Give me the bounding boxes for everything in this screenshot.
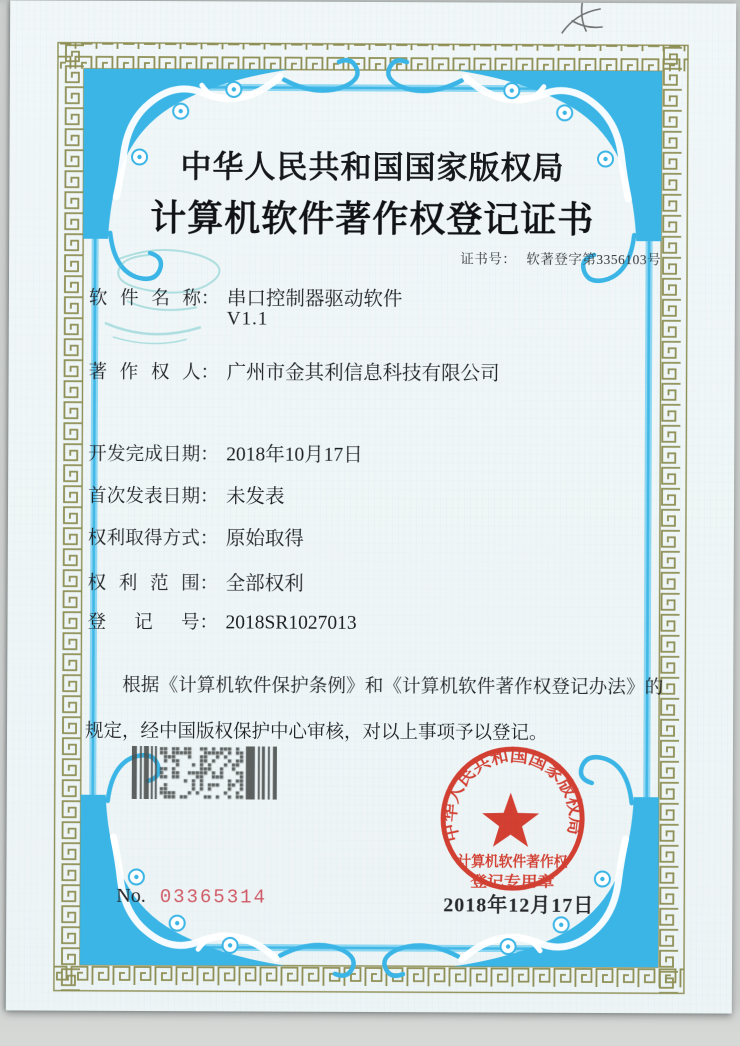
serial-prefix: No.	[116, 884, 146, 908]
field-colon: ：	[199, 529, 219, 550]
field-value: 未发表	[225, 486, 285, 508]
field-registration-number	[87, 608, 356, 635]
field-value: 全部权利	[225, 573, 304, 595]
pen-mark-icon	[562, 3, 602, 33]
seal-line1: 计算机软件著作权	[457, 854, 574, 871]
field-software-name	[88, 282, 403, 330]
field-value: 原始取得	[225, 528, 304, 550]
field-label: 权利范围	[87, 573, 200, 595]
field-colon: ：	[199, 574, 219, 595]
field-rights-acquisition	[88, 522, 304, 551]
star-icon	[482, 792, 539, 847]
software-version: V1.1	[226, 308, 269, 330]
field-colon: ：	[199, 487, 219, 508]
issuing-authority: 中华人民共和国国家版权局	[180, 149, 565, 186]
serial-number: 03365314	[159, 886, 268, 909]
field-label: 登记号	[87, 612, 200, 634]
field-label: 软件名称	[88, 288, 201, 310]
official-seal	[407, 713, 618, 924]
field-label: 权利取得方式	[87, 528, 200, 550]
certificate-title: 计算机软件著作权登记证书	[150, 198, 595, 240]
field-colon: ：	[200, 289, 220, 310]
field-value: 2018年10月17日	[226, 444, 363, 466]
field-first-publication-date	[88, 480, 285, 509]
field-colon: ：	[200, 363, 220, 384]
seal-line2: 登记专用章	[470, 874, 543, 891]
issue-date: 2018年12月17日	[443, 894, 595, 917]
certificate-number-value: 软著登字第3356103号	[526, 251, 662, 268]
field-label: 著作权人	[88, 362, 201, 384]
field-completion-date	[88, 438, 363, 467]
field-label: 首次发表日期	[87, 486, 201, 508]
field-label: 开发完成日期	[88, 444, 201, 466]
serial-number-line	[116, 885, 267, 909]
field-value: 广州市金其利信息科技有限公司	[226, 362, 500, 385]
registration-statement: 根据《计算机软件保护条例》和《计算机软件著作权登记办法》的规定，经中国版权保护中心审核，对以上事项予以登记。	[84, 675, 664, 744]
certificate-paper	[6, 0, 736, 1013]
field-colon: ：	[200, 445, 219, 466]
field-colon: ：	[199, 613, 219, 634]
certificate-number-line	[460, 247, 661, 268]
field-copyright-owner	[89, 356, 500, 386]
certificate-number-label: 证书号：	[460, 251, 517, 267]
field-rights-scope	[88, 567, 304, 596]
field-value: 串口控制器驱动软件	[226, 288, 403, 311]
barcode-2d	[132, 746, 277, 800]
field-value: 2018SR1027013	[225, 612, 357, 634]
seal-ring-text: 中华人民共和国国家版权局	[439, 745, 587, 844]
